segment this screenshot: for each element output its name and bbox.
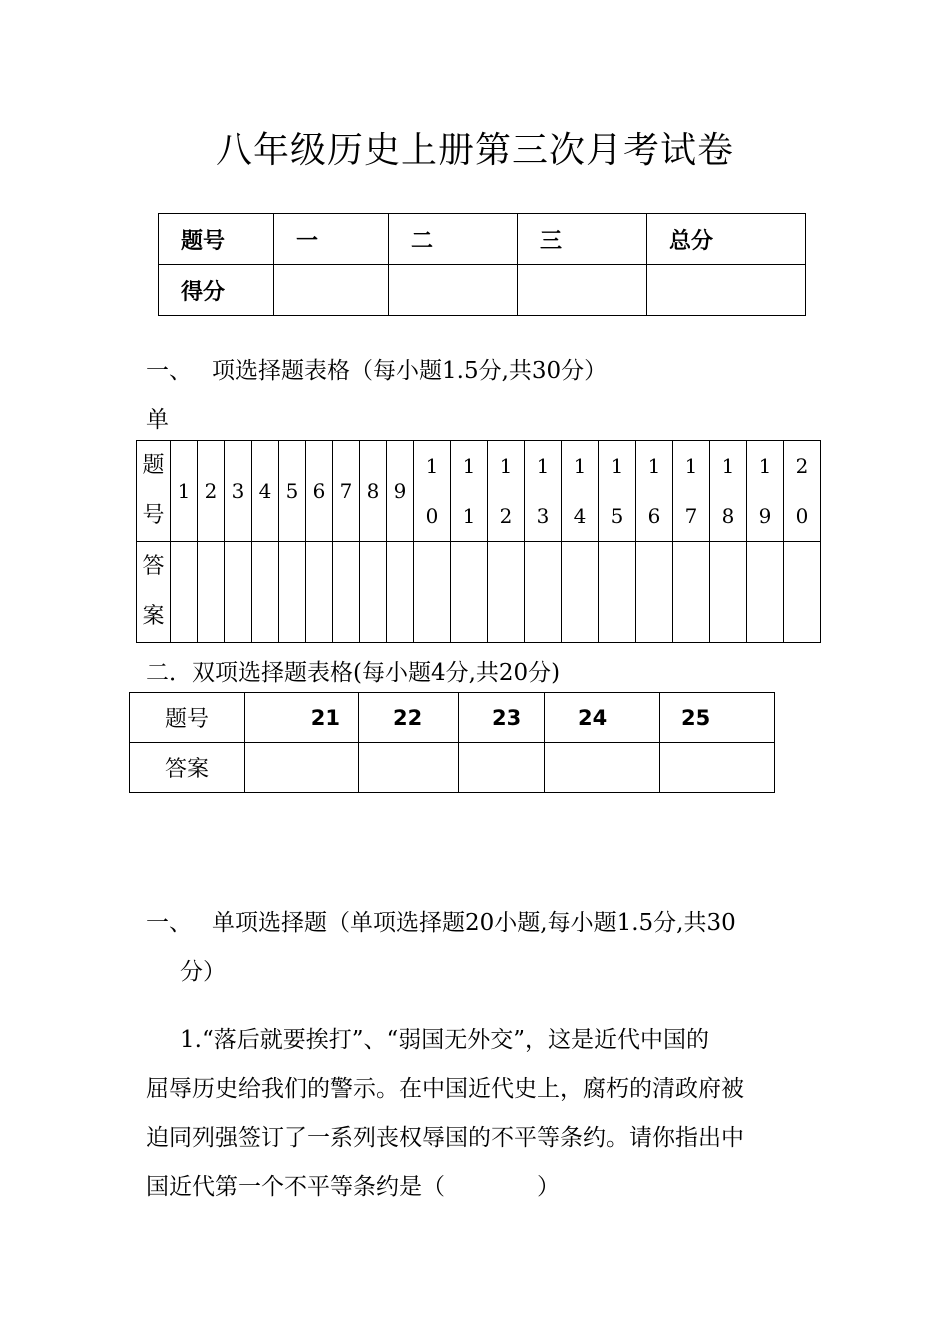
- question-number-digit: 2: [795, 454, 809, 478]
- answer-cell[interactable]: [359, 743, 459, 793]
- question-number-digit: 0: [425, 504, 439, 528]
- answer-cell[interactable]: [387, 542, 414, 643]
- question-number-digit: 1: [462, 504, 476, 528]
- question-number: [414, 441, 451, 542]
- score-header-cell: 总分: [647, 214, 806, 265]
- double-answer-label: 答案: [130, 743, 245, 793]
- question-number: [710, 441, 747, 542]
- question-number: [636, 441, 673, 542]
- question-number: [451, 441, 488, 542]
- question-number-digit: 6: [647, 504, 661, 528]
- answer-cell[interactable]: [747, 542, 784, 643]
- question-number-digit: 2: [499, 504, 513, 528]
- question-number-digit: 1: [499, 454, 513, 478]
- answer-cell[interactable]: [451, 542, 488, 643]
- score-row-label: 得分: [159, 265, 274, 316]
- question-number-digit: 1: [536, 454, 550, 478]
- question-number: 7: [333, 441, 360, 542]
- answer-cell[interactable]: [225, 542, 252, 643]
- question-number: [562, 441, 599, 542]
- single-question-label: [137, 441, 171, 542]
- question1-line: 迫同列强签订了一系列丧权辱国的不平等条约。请你指出中: [146, 1125, 744, 1151]
- score-header-cell: 二: [389, 214, 518, 265]
- part1-heading: 单项选择题（单项选择题20小题,每小题1.5分,共30: [212, 910, 736, 936]
- answer-cell[interactable]: [333, 542, 360, 643]
- question-number: 9: [387, 441, 414, 542]
- double-answer-row: [130, 743, 775, 793]
- question-number: [545, 693, 660, 743]
- question1-line: 屈辱历史给我们的警示。在中国近代史上，腐朽的清政府被: [146, 1076, 744, 1102]
- question-number: [359, 693, 459, 743]
- question1-line: 国近代第一个不平等条约是（ ）: [146, 1174, 560, 1200]
- single-answer-row: [137, 542, 821, 643]
- question-number-text: 22: [393, 705, 423, 730]
- score-cell[interactable]: [647, 265, 806, 316]
- single-choice-table: [136, 440, 821, 643]
- question-number: [660, 693, 775, 743]
- question-number-text: 23: [492, 705, 522, 730]
- question-number: [599, 441, 636, 542]
- single-question-row: [137, 441, 821, 542]
- score-header-cell: 三: [518, 214, 647, 265]
- label-char: 答: [142, 554, 165, 579]
- section1-heading-wrap: 单: [146, 407, 169, 433]
- question-number: [488, 441, 525, 542]
- question-number-digit: 1: [610, 454, 624, 478]
- question-number-digit: 1: [462, 454, 476, 478]
- answer-cell[interactable]: [360, 542, 387, 643]
- answer-cell[interactable]: [171, 542, 198, 643]
- score-header-cell: 一: [274, 214, 389, 265]
- answer-cell[interactable]: [306, 542, 333, 643]
- question-number-digit: 1: [721, 454, 735, 478]
- section1-number: 一、: [146, 358, 192, 384]
- section2-heading: 二．双项选择题表格(每小题4分,共20分): [146, 660, 561, 686]
- question-number: 4: [252, 441, 279, 542]
- question-number-text: 25: [681, 705, 711, 730]
- question-number-digit: 8: [721, 504, 735, 528]
- answer-cell[interactable]: [562, 542, 599, 643]
- question-number-digit: 1: [647, 454, 661, 478]
- score-cell[interactable]: [274, 265, 389, 316]
- question-number: 8: [360, 441, 387, 542]
- part1-heading-wrap: 分）: [180, 959, 226, 985]
- question-number: 3: [225, 441, 252, 542]
- question-number-digit: 9: [758, 504, 772, 528]
- answer-cell[interactable]: [414, 542, 451, 643]
- question-number-digit: 1: [684, 454, 698, 478]
- label-char: 号: [142, 503, 165, 528]
- question-number-digit: 4: [573, 504, 587, 528]
- question-number-digit: 1: [573, 454, 587, 478]
- score-header-row: [159, 214, 806, 265]
- question-number-text: 24: [578, 705, 608, 730]
- answer-cell[interactable]: [279, 542, 306, 643]
- answer-cell[interactable]: [599, 542, 636, 643]
- question1-line: 1.“落后就要挨打”、“弱国无外交”，这是近代中国的: [180, 1027, 709, 1053]
- question-number: [784, 441, 821, 542]
- question-number-digit: 1: [425, 454, 439, 478]
- answer-cell[interactable]: [488, 542, 525, 643]
- answer-cell[interactable]: [784, 542, 821, 643]
- question-number: 5: [279, 441, 306, 542]
- page-title: 八年级历史上册第三次月考试卷: [215, 130, 734, 171]
- question-number-text: 21: [310, 705, 340, 730]
- score-cell[interactable]: [518, 265, 647, 316]
- label-char: 题: [142, 453, 165, 478]
- question-number-digit: 7: [684, 504, 698, 528]
- question-number-digit: 3: [536, 504, 550, 528]
- question-number: [525, 441, 562, 542]
- answer-cell[interactable]: [459, 743, 545, 793]
- single-answer-label: [137, 542, 171, 643]
- double-choice-table: [129, 692, 775, 793]
- question-number-digit: 1: [758, 454, 772, 478]
- answer-cell[interactable]: [660, 743, 775, 793]
- part1-number: 一、: [146, 910, 192, 936]
- label-char: 案: [142, 604, 165, 629]
- question-number: [747, 441, 784, 542]
- answer-cell[interactable]: [710, 542, 747, 643]
- answer-cell[interactable]: [245, 743, 359, 793]
- answer-cell[interactable]: [545, 743, 660, 793]
- answer-cell[interactable]: [252, 542, 279, 643]
- question-number: 6: [306, 441, 333, 542]
- score-cell[interactable]: [389, 265, 518, 316]
- answer-cell[interactable]: [198, 542, 225, 643]
- question-number: 2: [198, 441, 225, 542]
- double-question-row: [130, 693, 775, 743]
- double-question-label: 题号: [130, 693, 245, 743]
- score-row: [159, 265, 806, 316]
- question-number: 1: [171, 441, 198, 542]
- answer-cell[interactable]: [673, 542, 710, 643]
- answer-cell[interactable]: [525, 542, 562, 643]
- question-number-digit: 5: [610, 504, 624, 528]
- question-number: [673, 441, 710, 542]
- question-number: [459, 693, 545, 743]
- score-header-cell: 题号: [159, 214, 274, 265]
- score-table: [158, 213, 806, 316]
- answer-cell[interactable]: [636, 542, 673, 643]
- section1-heading: 项选择题表格（每小题1.5分,共30分）: [212, 358, 608, 384]
- question-number-digit: 0: [795, 504, 809, 528]
- question-number: [245, 693, 359, 743]
